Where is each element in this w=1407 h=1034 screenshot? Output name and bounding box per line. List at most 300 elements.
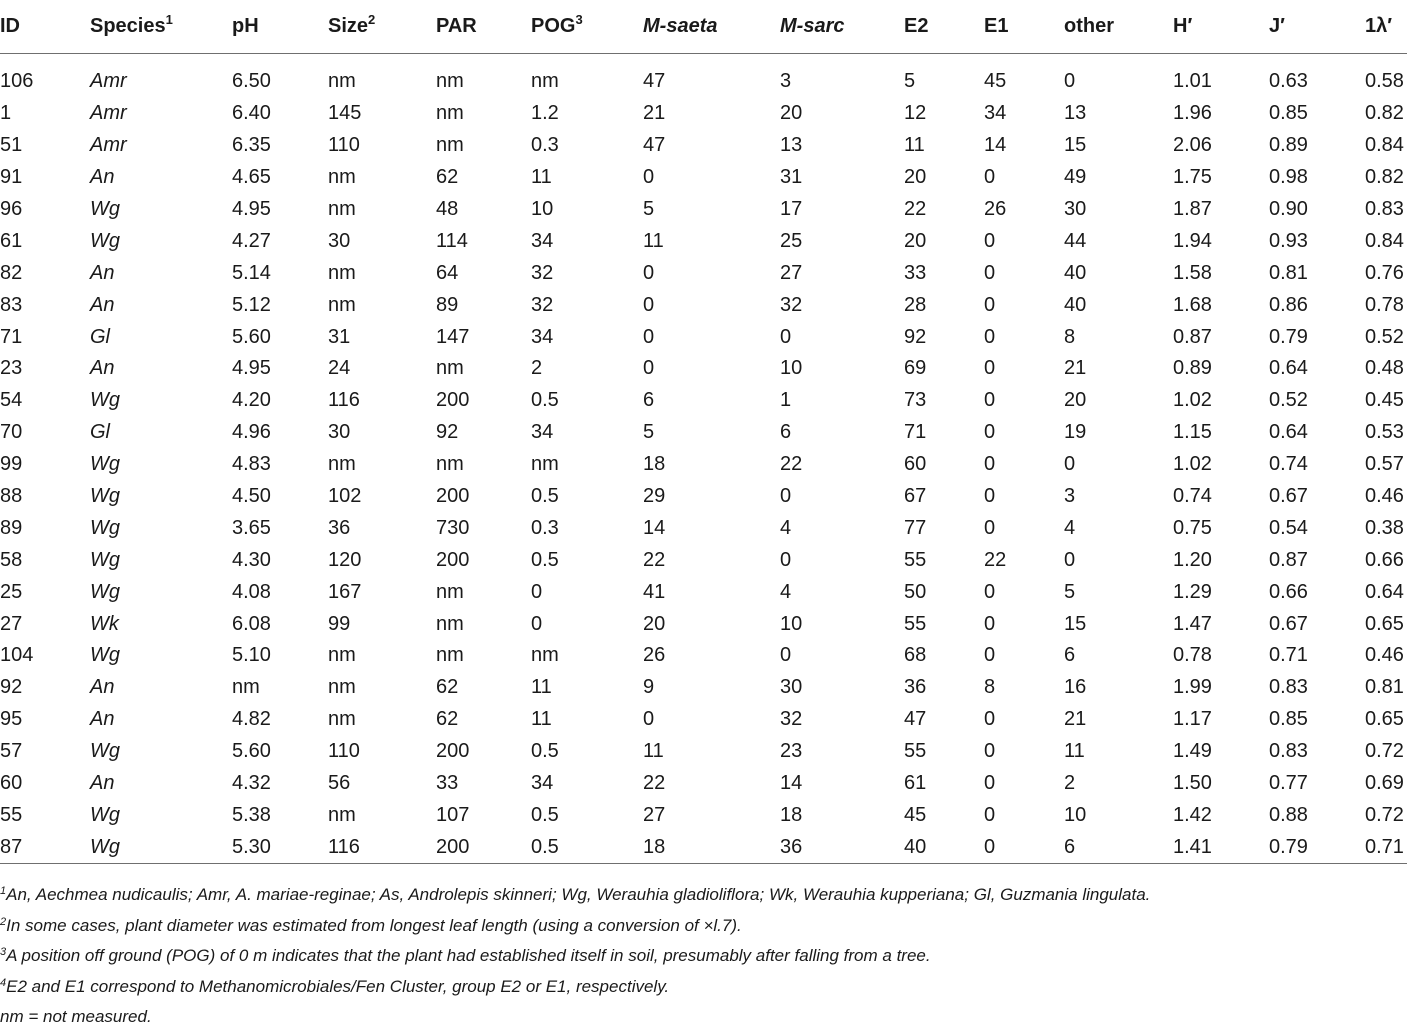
species-cell: An xyxy=(90,772,115,795)
species-cell: An xyxy=(90,357,115,380)
table-row xyxy=(0,704,1407,736)
species-cell: Wg xyxy=(90,389,120,412)
table-row xyxy=(0,544,1407,576)
table-cell: 11 xyxy=(643,229,664,252)
table-cell: 4.27 xyxy=(232,229,271,252)
table-cell: 0.81 xyxy=(1365,676,1404,699)
table-cell: 20 xyxy=(904,166,927,189)
table-cell: 0 xyxy=(984,389,996,412)
table-cell: 0 xyxy=(984,740,996,763)
table-cell: 0.52 xyxy=(1365,325,1404,348)
table-cell: 11 xyxy=(643,740,664,763)
table-cell: 45 xyxy=(984,70,1007,93)
table-cell: 0.77 xyxy=(1269,772,1308,795)
table-cell: 0 xyxy=(531,612,543,635)
table-cell: 0 xyxy=(984,485,996,508)
table-cell: 0.87 xyxy=(1173,325,1212,348)
table-cell: 1 xyxy=(780,389,792,412)
table-cell: 1.99 xyxy=(1173,676,1212,699)
table-row xyxy=(0,576,1407,608)
table-cell: 57 xyxy=(0,740,23,763)
column-header xyxy=(1173,0,1269,54)
table-cell: 92 xyxy=(436,421,459,444)
table-cell: 0.45 xyxy=(1365,389,1404,412)
table-cell: 116 xyxy=(328,389,360,412)
table-cell: 6 xyxy=(1064,831,1173,863)
table-cell: 36 xyxy=(904,676,927,699)
table-cell: 4.50 xyxy=(232,485,271,508)
table-cell: 4 xyxy=(780,580,792,603)
table-row xyxy=(0,768,1407,800)
table-cell: 28 xyxy=(904,293,927,316)
footnote-marker: 3 xyxy=(575,12,583,27)
table-cell: 31 xyxy=(328,325,351,348)
table-row xyxy=(0,672,1407,704)
table-cell: 0 xyxy=(531,580,543,603)
footnote-text: E2 and E1 correspond to Methanomicrobiales/Fen Cluster, group E2 or E1, respectively. xyxy=(6,976,670,996)
column-header xyxy=(531,0,643,54)
table-cell: 10 xyxy=(1064,803,1087,826)
table-cell: 0.83 xyxy=(1269,740,1308,763)
column-header-label: J′ xyxy=(1269,15,1285,37)
table-row xyxy=(0,481,1407,513)
footnote-marker: 3 xyxy=(0,946,7,959)
table-cell: 0.46 xyxy=(1365,485,1404,508)
table-cell: 19 xyxy=(1064,421,1087,444)
header-row xyxy=(0,0,1407,54)
table-cell: 2 xyxy=(1064,772,1076,795)
table-cell: 730 xyxy=(436,516,470,539)
table-cell: 87 xyxy=(0,831,90,863)
column-header-label: pH xyxy=(232,15,259,37)
table-cell: 4.83 xyxy=(232,453,271,476)
table-cell: 0.98 xyxy=(1269,166,1308,189)
table-cell: 1.02 xyxy=(1173,453,1212,476)
table-cell: 77 xyxy=(904,516,927,539)
table-cell: 11 xyxy=(904,134,925,157)
table-cell: 29 xyxy=(643,485,666,508)
table-cell: 34 xyxy=(984,102,1007,125)
table-cell: 32 xyxy=(780,293,803,316)
table-cell: 0 xyxy=(984,644,996,667)
table-cell: 1.50 xyxy=(1173,772,1212,795)
table-row xyxy=(0,385,1407,417)
table-cell: 41 xyxy=(643,580,666,603)
table-row xyxy=(0,353,1407,385)
table-cell: 61 xyxy=(0,229,23,252)
table-cell: 69 xyxy=(904,357,927,380)
table-cell: 67 xyxy=(904,485,927,508)
table-cell: 114 xyxy=(436,229,468,252)
table-cell: 0 xyxy=(1064,453,1076,476)
table-cell: 1.47 xyxy=(1173,612,1212,635)
table-cell: 60 xyxy=(904,453,927,476)
table-cell: nm xyxy=(436,453,464,476)
species-cell: Wg xyxy=(90,229,120,252)
table-cell: 1.2 xyxy=(531,102,559,125)
table-cell: 0.82 xyxy=(1365,102,1404,125)
table-cell: 60 xyxy=(0,772,23,795)
footnote-text: nm = not measured. xyxy=(0,1007,152,1027)
column-header-label: Size xyxy=(328,15,369,37)
column-header-label: H′ xyxy=(1173,15,1193,37)
table-cell: 145 xyxy=(328,102,362,125)
species-cell: An xyxy=(90,676,115,699)
table-row xyxy=(0,194,1407,226)
table-cell: 167 xyxy=(328,580,362,603)
table-cell: 0 xyxy=(643,261,655,284)
table-cell: 0.58 xyxy=(1365,70,1404,93)
table-cell: 55 xyxy=(904,740,927,763)
table-cell: 0.85 xyxy=(1269,102,1308,125)
table-cell: 54 xyxy=(0,389,23,412)
table-cell: 49 xyxy=(1064,166,1087,189)
table-cell: 0.66 xyxy=(1365,548,1404,571)
table-cell: 26 xyxy=(984,198,1007,220)
table-cell: 2.06 xyxy=(1173,134,1212,157)
table-cell: 0 xyxy=(643,325,655,348)
table-cell: 107 xyxy=(436,803,470,826)
species-cell: Wg xyxy=(90,453,120,476)
table-cell: 4.08 xyxy=(232,580,271,603)
table-cell: 0.82 xyxy=(1365,166,1404,189)
table-cell: 1 xyxy=(0,102,12,125)
table-cell: 0.81 xyxy=(1269,261,1308,284)
table-cell: 33 xyxy=(904,261,927,284)
table-row xyxy=(0,257,1407,289)
table-cell: 8 xyxy=(1064,325,1076,348)
table-cell: 64 xyxy=(436,261,459,284)
table-cell: 1.41 xyxy=(1173,831,1269,863)
table-cell: 47 xyxy=(904,708,927,731)
table-cell: 6.08 xyxy=(232,612,271,635)
table-cell: 0.48 xyxy=(1365,357,1404,380)
table-cell: 14 xyxy=(643,516,666,539)
table-cell: 61 xyxy=(904,772,927,795)
species-cell: Wg xyxy=(90,198,120,220)
table-cell: 110 xyxy=(328,134,360,157)
table-cell: 0.74 xyxy=(1269,453,1308,476)
table-cell: 17 xyxy=(780,198,803,220)
table-cell: 5.14 xyxy=(232,261,271,284)
column-header xyxy=(984,0,1064,54)
table-cell: 32 xyxy=(531,261,554,284)
table-cell: 40 xyxy=(1064,261,1087,284)
species-cell: Wg xyxy=(90,831,232,863)
table-cell: 21 xyxy=(1064,708,1087,731)
table-cell: 0.93 xyxy=(1269,229,1308,252)
table-cell: 3 xyxy=(1064,485,1076,508)
table-cell: 45 xyxy=(904,803,927,826)
footnote xyxy=(0,941,1407,972)
table-cell: 0 xyxy=(984,803,996,826)
table-cell: nm xyxy=(436,644,464,667)
table-cell: 48 xyxy=(436,198,459,220)
table-cell: 22 xyxy=(984,548,1007,571)
table-cell: 116 xyxy=(328,831,436,863)
table-cell: 5 xyxy=(904,70,916,93)
column-header xyxy=(1269,0,1365,54)
table-cell: 200 xyxy=(436,485,470,508)
table-cell: 0 xyxy=(984,516,996,539)
table-cell: 18 xyxy=(780,803,803,826)
table-cell: 4.30 xyxy=(232,548,271,571)
column-header xyxy=(328,0,436,54)
table-cell: 0.53 xyxy=(1365,421,1404,444)
table-cell: 4.82 xyxy=(232,708,271,731)
column-header-label: ID xyxy=(0,15,20,37)
table-cell: 0 xyxy=(780,485,792,508)
footnote-text: An, Aechmea nudicaulis; Amr, A. mariae-reginae; As, Androlepis skinneri; Wg, Werauhia gladioliflora; Wk, Werauhia kupperiana; Gl, Guzmania lingulata. xyxy=(6,885,1151,905)
table-cell: nm xyxy=(531,70,559,93)
column-header xyxy=(643,0,780,54)
table-row xyxy=(0,640,1407,672)
table-cell: 16 xyxy=(1064,676,1087,699)
table-cell: 5 xyxy=(643,198,655,220)
table-cell: 0 xyxy=(984,166,996,189)
table-cell: 0.46 xyxy=(1365,644,1404,667)
table-cell: 0.5 xyxy=(531,740,559,763)
table-row xyxy=(0,66,1407,98)
table-cell: 0.84 xyxy=(1365,229,1404,252)
species-cell: Wg xyxy=(90,548,120,571)
table-cell: 0.84 xyxy=(1365,134,1404,157)
footnote xyxy=(0,880,1407,911)
table-cell: 0 xyxy=(984,293,996,316)
table-row xyxy=(0,608,1407,640)
table-cell: 55 xyxy=(904,612,927,635)
table-cell: nm xyxy=(328,676,356,699)
table-cell: 58 xyxy=(0,548,23,571)
table-cell: 5 xyxy=(1064,580,1076,603)
table-cell: 23 xyxy=(0,357,23,380)
table-row xyxy=(0,799,1407,831)
column-header-label: POG xyxy=(531,15,576,37)
table-cell: 0.72 xyxy=(1365,803,1404,826)
table-cell: 62 xyxy=(436,708,459,731)
table-cell: 13 xyxy=(780,134,803,157)
footnotes xyxy=(0,880,1407,1033)
table-row xyxy=(0,831,1407,863)
table-row xyxy=(0,736,1407,768)
table-cell: 22 xyxy=(780,453,803,476)
table-cell: 0 xyxy=(984,580,996,603)
table-cell: 34 xyxy=(531,229,554,252)
table-cell: 0.71 xyxy=(1365,831,1407,863)
table-cell: 9 xyxy=(643,676,655,699)
species-cell: Wg xyxy=(90,803,120,826)
species-cell: Gl xyxy=(90,421,110,444)
table-cell: 0.5 xyxy=(531,389,559,412)
table-cell: 24 xyxy=(328,357,351,380)
table-cell: 22 xyxy=(643,772,666,795)
table-cell: 6 xyxy=(1064,644,1076,667)
table-cell: 4 xyxy=(1064,516,1076,539)
table-cell: 5.12 xyxy=(232,293,271,316)
table-cell: nm xyxy=(436,102,464,125)
table-cell: 0.78 xyxy=(1173,644,1212,667)
table-cell: 71 xyxy=(904,421,927,444)
table-cell: 3.65 xyxy=(232,516,271,539)
table-cell: 30 xyxy=(328,421,351,444)
species-cell: An xyxy=(90,261,115,284)
table-cell: 4.32 xyxy=(232,772,271,795)
footnote-marker: 2 xyxy=(368,12,376,27)
table-cell: 0 xyxy=(984,357,996,380)
table-cell: 1.75 xyxy=(1173,166,1212,189)
table-cell: 0.3 xyxy=(531,516,559,539)
table-cell: 6 xyxy=(780,421,792,444)
table-cell: 25 xyxy=(780,229,803,252)
table-row xyxy=(0,512,1407,544)
table-cell: 1.02 xyxy=(1173,389,1212,412)
table-cell: 5.10 xyxy=(232,644,271,667)
table-cell: 30 xyxy=(1064,198,1087,220)
species-cell: Wg xyxy=(90,740,120,763)
table-cell: 55 xyxy=(0,803,23,826)
table-cell: 91 xyxy=(0,166,23,189)
table-cell: 4.95 xyxy=(232,198,271,220)
table-cell: 0.79 xyxy=(1269,325,1308,348)
table-cell: 0 xyxy=(780,644,792,667)
table-cell: 6.35 xyxy=(232,134,271,157)
footnote xyxy=(0,1002,1407,1033)
table-cell: 51 xyxy=(0,134,23,157)
table-spacer-cell xyxy=(0,54,1407,67)
table-cell: 1.20 xyxy=(1173,548,1212,571)
column-header xyxy=(436,0,531,54)
table-cell: 0.65 xyxy=(1365,612,1404,635)
table-cell: 32 xyxy=(780,708,803,731)
table-cell: 0.79 xyxy=(1269,831,1365,863)
column-header xyxy=(0,0,90,54)
table-cell: 0.86 xyxy=(1269,293,1308,316)
table-cell: 36 xyxy=(328,516,351,539)
table-cell: 32 xyxy=(531,293,554,316)
table-cell: 27 xyxy=(643,803,666,826)
table-cell: 11 xyxy=(531,708,552,731)
footnote-marker: 1 xyxy=(0,885,7,898)
table-cell: 0.72 xyxy=(1365,740,1404,763)
table-cell: 22 xyxy=(643,548,666,571)
column-header xyxy=(780,0,904,54)
table-body xyxy=(0,54,1407,864)
table-cell: 22 xyxy=(904,198,927,220)
table-cell: 34 xyxy=(531,772,554,795)
table-cell: 89 xyxy=(0,516,23,539)
species-cell: Amr xyxy=(90,70,127,93)
table-cell: nm xyxy=(328,293,356,316)
table-cell: 47 xyxy=(643,134,666,157)
table-cell: 99 xyxy=(0,453,23,476)
table-cell: 0.89 xyxy=(1173,357,1212,380)
table-cell: 0.76 xyxy=(1365,261,1404,284)
table-cell: 200 xyxy=(436,548,470,571)
table-cell: 40 xyxy=(904,831,984,863)
table-cell: 0.67 xyxy=(1269,485,1308,508)
table-cell: 2 xyxy=(531,357,543,380)
table-cell: 11 xyxy=(531,166,552,189)
table-cell: 0.87 xyxy=(1269,548,1308,571)
footnote-marker: 4 xyxy=(0,976,7,989)
table-cell: 1.01 xyxy=(1173,70,1212,93)
table-cell: 0 xyxy=(780,325,792,348)
table-cell: 200 xyxy=(436,740,470,763)
table-cell: nm xyxy=(328,261,356,284)
species-cell: Wg xyxy=(90,485,120,508)
table-cell: 1.42 xyxy=(1173,803,1212,826)
table-cell: 33 xyxy=(436,772,459,795)
table-cell: 0.52 xyxy=(1269,389,1308,412)
table-row xyxy=(0,162,1407,194)
table-row xyxy=(0,225,1407,257)
table-cell: 1.15 xyxy=(1173,421,1212,444)
table-cell: 18 xyxy=(643,831,780,863)
table-cell: 4.96 xyxy=(232,421,271,444)
table-cell: 18 xyxy=(643,453,666,476)
table-cell: 20 xyxy=(1064,389,1087,412)
table-cell: 14 xyxy=(984,134,1007,157)
table-cell: 0 xyxy=(643,708,655,731)
table-cell: nm xyxy=(531,453,559,476)
table-cell: nm xyxy=(436,70,464,93)
table-cell: 0 xyxy=(1064,70,1076,93)
table-cell: 6 xyxy=(643,389,655,412)
table-cell: 6.50 xyxy=(232,70,271,93)
table-cell: nm xyxy=(436,612,464,635)
column-header-label: PAR xyxy=(436,15,477,37)
table-cell: 0.88 xyxy=(1269,803,1308,826)
species-cell: Wk xyxy=(90,612,119,635)
table-cell: 0.83 xyxy=(1269,676,1308,699)
table-cell: 6.40 xyxy=(232,102,271,125)
table-cell: 0.64 xyxy=(1269,421,1308,444)
column-header xyxy=(232,0,328,54)
table-cell: 68 xyxy=(904,644,927,667)
table-cell: nm xyxy=(328,708,356,731)
table-cell: 0.75 xyxy=(1173,516,1212,539)
table-cell: 4.20 xyxy=(232,389,271,412)
table-cell: 0.66 xyxy=(1269,580,1308,603)
table-spacer xyxy=(0,54,1407,67)
column-header xyxy=(90,0,232,54)
table-cell: 0 xyxy=(1064,548,1076,571)
column-header xyxy=(1064,0,1173,54)
table-cell: 1.49 xyxy=(1173,740,1212,763)
table-cell: 0.38 xyxy=(1365,516,1404,539)
table-cell: 96 xyxy=(0,198,23,220)
table-cell: 20 xyxy=(904,229,927,252)
table-cell: 10 xyxy=(780,357,803,380)
table-cell: 1.68 xyxy=(1173,293,1212,316)
table-cell: 15 xyxy=(1064,134,1087,157)
table-cell: 0.71 xyxy=(1269,644,1308,667)
table-cell: 0 xyxy=(984,772,996,795)
species-cell: Wg xyxy=(90,580,120,603)
column-header xyxy=(904,0,984,54)
species-cell: Wg xyxy=(90,516,120,539)
table-cell: 62 xyxy=(436,166,459,189)
table-cell: 0.65 xyxy=(1365,708,1404,731)
table-cell: 11 xyxy=(531,676,552,699)
table-cell: 92 xyxy=(904,325,927,348)
column-header xyxy=(1365,0,1407,54)
table-cell: 14 xyxy=(780,772,803,795)
table-cell: 200 xyxy=(436,389,470,412)
column-header-label: M-sarc xyxy=(780,15,845,37)
table-cell: 12 xyxy=(904,102,927,125)
table-cell: 0 xyxy=(984,229,996,252)
